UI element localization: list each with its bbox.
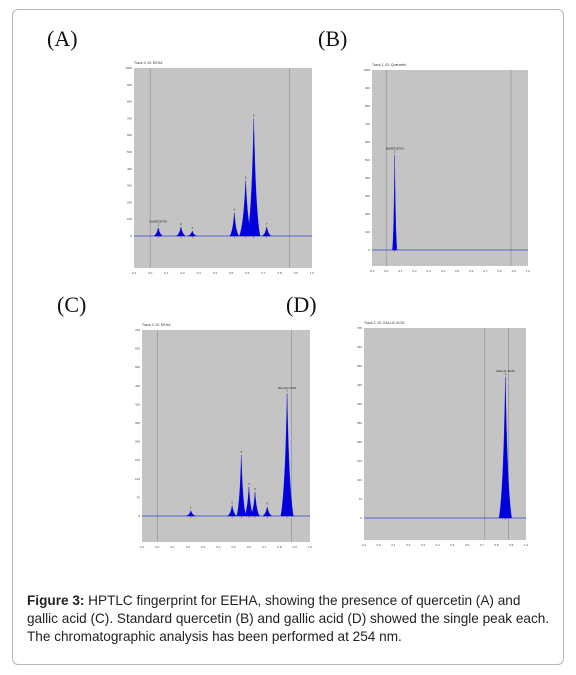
peak-number: 1 xyxy=(504,372,507,376)
y-tick-label: 490 xyxy=(356,383,362,387)
peak-number: 5 xyxy=(244,176,247,180)
x-tick-label: 0.6 xyxy=(245,271,250,275)
x-tick-label: 1.0 xyxy=(525,269,531,273)
x-tick-label: 0.0 xyxy=(148,271,153,275)
y-tick-label: 800 xyxy=(126,99,132,104)
peak-number: 5 xyxy=(254,488,256,492)
y-tick-label: 700 xyxy=(134,328,140,332)
y-tick-label: 140 xyxy=(356,478,362,482)
x-tick-label: 0.8 xyxy=(497,269,502,273)
x-tick-label: -0.1 xyxy=(369,269,375,273)
x-tick-label: 0.8 xyxy=(494,543,499,547)
y-tick-label: 560 xyxy=(134,365,140,370)
x-tick-label: 0.2 xyxy=(412,269,417,273)
y-tick-label: 420 xyxy=(356,402,362,406)
x-tick-label: 0.5 xyxy=(231,545,236,549)
x-tick-label: 0.3 xyxy=(426,269,431,273)
x-tick-label: 0.3 xyxy=(420,543,425,547)
x-tick-label: -0.1 xyxy=(361,543,367,547)
y-tick-label: 490 xyxy=(134,383,140,388)
y-tick-label: 200 xyxy=(364,212,370,216)
x-tick-label: 0.5 xyxy=(455,269,460,273)
y-tick-label: 600 xyxy=(126,133,132,138)
y-tick-label: 210 xyxy=(356,459,362,463)
x-tick-label: 0.4 xyxy=(216,545,221,549)
peak-number: 7 xyxy=(265,222,268,226)
y-tick-label: 0 xyxy=(360,516,362,520)
chromatogram-b xyxy=(362,60,532,282)
x-tick-label: 0.7 xyxy=(262,545,267,549)
x-tick-label: 0.8 xyxy=(277,545,282,549)
peak-number: 3 xyxy=(240,450,242,454)
y-tick-label: 0 xyxy=(130,234,132,238)
y-tick-label: 280 xyxy=(134,439,140,444)
x-tick-label: 0.3 xyxy=(201,545,206,549)
caption-bold: Figure 3: xyxy=(27,593,85,608)
panel-label-c: (C) xyxy=(57,292,87,317)
y-tick-label: 0 xyxy=(138,514,140,518)
caption-text: HPTLC fingerprint for EEHA, showing the presence of quercetin (A) and gallic acid (C). Standard quercetin (B) and gallic acid (D) showed the single peak each. The chromatographic analysis has been performed at 254 nm. xyxy=(27,593,550,644)
x-tick-label: 0.7 xyxy=(261,271,266,275)
peak-number: 4 xyxy=(233,208,236,212)
peak-number: 2 xyxy=(231,501,233,505)
x-tick-label: 0.7 xyxy=(483,269,488,273)
x-tick-label: 0.0 xyxy=(376,543,381,547)
x-tick-label: 0.2 xyxy=(185,545,190,549)
y-tick-label: 500 xyxy=(126,150,132,154)
chromatogram-c xyxy=(130,318,315,556)
panel-label-b: (B) xyxy=(318,26,348,51)
y-tick-label: 900 xyxy=(126,82,132,87)
x-tick-label: 0.0 xyxy=(384,269,389,273)
peak-number: 1 xyxy=(157,223,159,227)
y-tick-label: 100 xyxy=(126,217,132,222)
y-tick-label: 300 xyxy=(126,183,132,188)
peak-label: GALLIC ACID xyxy=(277,385,297,390)
y-tick-label: 500 xyxy=(364,158,370,162)
peak-number: 7 xyxy=(286,389,288,393)
peak-number: 4 xyxy=(248,482,250,486)
x-tick-label: -0.1 xyxy=(139,545,145,549)
panel-label-a: (A) xyxy=(47,26,78,51)
y-tick-label: 70 xyxy=(358,497,362,501)
y-tick-label: 700 xyxy=(364,122,370,126)
x-tick-label: 0.9 xyxy=(509,543,514,547)
plot-header: Track 2, ID: GALLIC ACID xyxy=(364,321,405,325)
x-tick-label: 0.6 xyxy=(469,269,474,273)
y-tick-label: 400 xyxy=(126,166,132,171)
y-tick-label: 800 xyxy=(364,104,370,108)
x-tick-label: 0.6 xyxy=(465,543,470,547)
plot-header: Track 3, ID: EEHA xyxy=(142,323,171,327)
x-tick-label: 0.1 xyxy=(391,543,396,547)
peak-label: QUERCETIN xyxy=(149,219,168,224)
y-tick-label: 900 xyxy=(364,86,370,90)
peak-number: 6 xyxy=(266,502,268,506)
y-tick-label: 200 xyxy=(126,200,132,205)
y-tick-label: 70 xyxy=(136,495,140,500)
x-tick-label: 0.2 xyxy=(406,543,411,547)
y-tick-label: 350 xyxy=(134,421,140,425)
peak-number: 6 xyxy=(253,114,255,118)
plot-area xyxy=(134,68,312,268)
plot-header: Track 1, ID: Quercetin xyxy=(372,63,407,67)
x-tick-label: 0.8 xyxy=(277,271,282,275)
y-tick-label: 100 xyxy=(364,230,370,234)
x-tick-label: 0.4 xyxy=(440,269,445,273)
y-tick-label: 400 xyxy=(364,176,370,180)
x-tick-label: 0.9 xyxy=(511,269,516,273)
x-tick-label: 0.1 xyxy=(170,545,175,549)
y-tick-label: 350 xyxy=(356,421,362,425)
panel-label-d: (D) xyxy=(286,292,317,317)
peak-number: 3 xyxy=(191,226,193,230)
x-tick-label: 1.0 xyxy=(309,271,315,275)
x-tick-label: 0.9 xyxy=(293,271,298,275)
x-tick-label: 0.6 xyxy=(246,545,251,549)
y-tick-label: 140 xyxy=(134,476,140,481)
x-tick-label: 0.0 xyxy=(155,545,160,549)
x-tick-label: 0.4 xyxy=(435,543,440,547)
x-tick-label: 0.1 xyxy=(164,271,169,275)
chromatogram-d xyxy=(350,318,530,553)
y-tick-label: 560 xyxy=(356,364,362,368)
x-tick-label: 0.2 xyxy=(180,271,185,275)
y-tick-label: 420 xyxy=(134,402,140,407)
x-tick-label: 0.1 xyxy=(398,269,403,273)
x-tick-label: 0.7 xyxy=(479,543,484,547)
x-tick-label: -0.1 xyxy=(131,271,137,275)
figure-caption xyxy=(27,592,555,646)
y-tick-label: 630 xyxy=(356,345,362,349)
peak-label: QUERCETIN xyxy=(385,146,404,151)
y-tick-label: 600 xyxy=(364,140,370,144)
plot-header: Track 3, ID: EEHA xyxy=(134,61,163,65)
x-tick-label: 1.0 xyxy=(523,543,529,547)
x-tick-label: 0.3 xyxy=(196,271,201,275)
x-tick-label: 1.0 xyxy=(307,545,313,549)
y-tick-label: 280 xyxy=(356,440,362,444)
y-tick-label: 700 xyxy=(126,116,132,121)
y-tick-label: 630 xyxy=(134,346,140,351)
peak-number: 1 xyxy=(393,150,396,154)
x-tick-label: 0.4 xyxy=(212,271,217,275)
x-tick-label: 0.9 xyxy=(292,545,297,549)
x-tick-label: 0.5 xyxy=(450,543,455,547)
y-tick-label: 300 xyxy=(364,194,370,198)
y-tick-label: 700 xyxy=(356,326,362,330)
chromatogram-a xyxy=(118,52,318,284)
y-tick-label: 1000 xyxy=(125,66,132,70)
y-tick-label: 0 xyxy=(368,248,370,252)
peak-number: 1 xyxy=(190,506,192,510)
y-tick-label: 210 xyxy=(134,458,140,463)
peak-number: 2 xyxy=(180,222,182,226)
peak-label: GALLIC ACID xyxy=(496,368,515,373)
y-tick-label: 1000 xyxy=(363,68,370,72)
x-tick-label: 0.5 xyxy=(229,271,234,275)
